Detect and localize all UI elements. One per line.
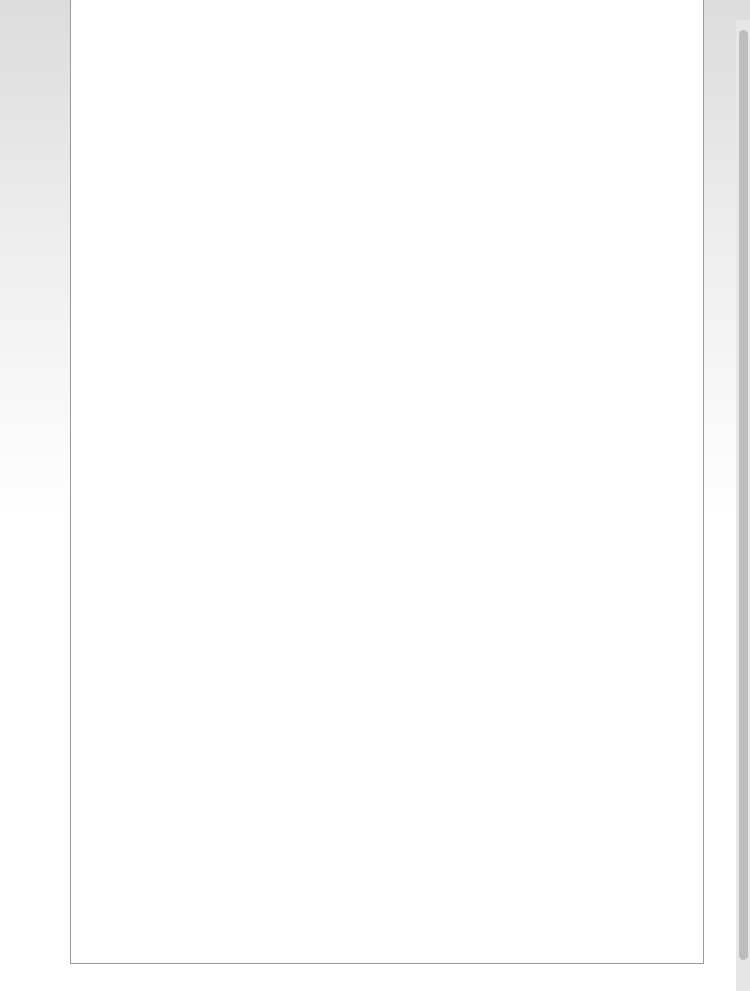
scrollbar-thumb[interactable] [739, 30, 748, 960]
page-frame [70, 0, 704, 964]
